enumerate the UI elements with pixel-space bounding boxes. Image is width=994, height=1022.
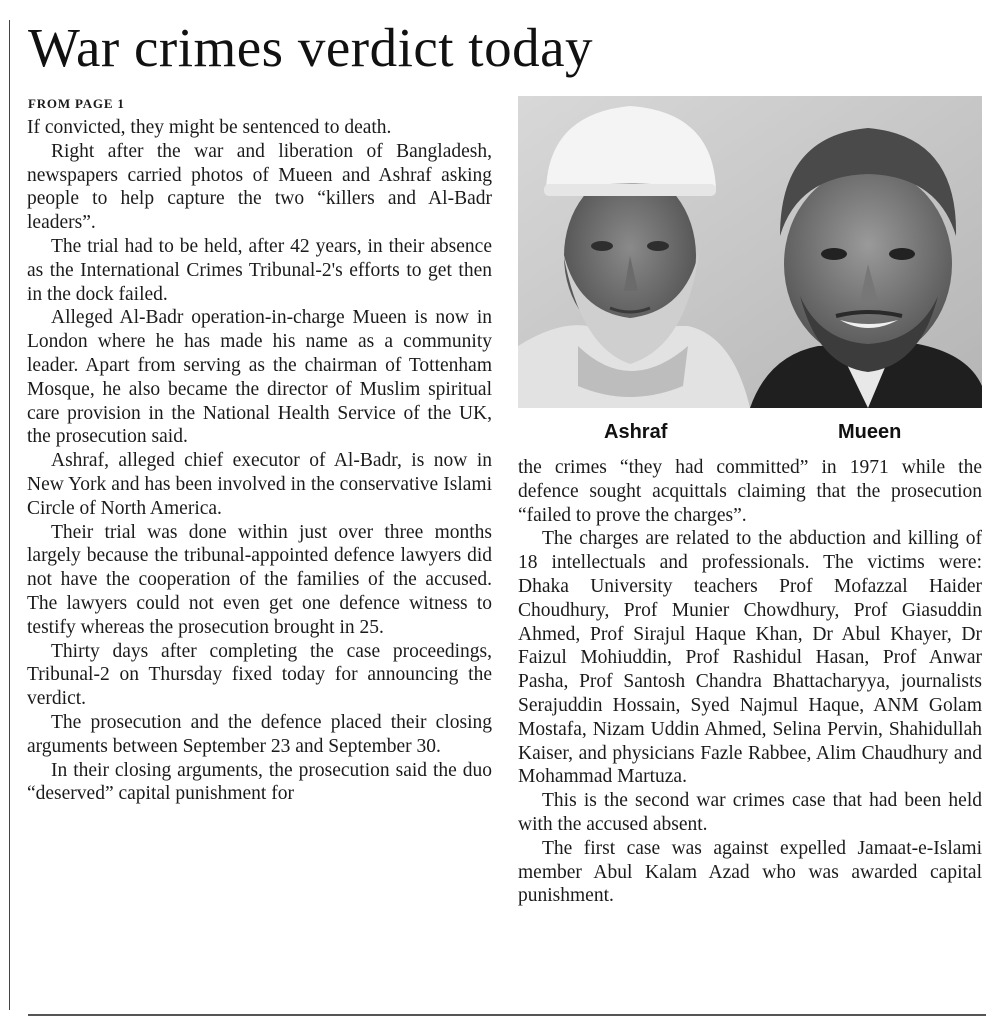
continuation-kicker: FROM PAGE 1 (28, 96, 125, 111)
paragraph: Thirty days after completing the case proceedings, Tribunal-2 on Thursday fixed today for announcing the verdict. (27, 640, 492, 710)
paragraph: the crimes “they had committed” in 1971 while the defence sought acquittals claiming that the prosecution “failed to prove the charges”. (518, 457, 982, 526)
paragraph: Right after the war and liberation of Bangladesh, newspapers carried photos of Mueen and Ashraf asking people to help capture the two “killers and Al-Badr leaders”. (27, 140, 492, 234)
paragraph: The trial had to be held, after 42 years, in their absence as the International Crimes Tribunal-2's efforts to get then in the dock failed. (27, 235, 492, 305)
paragraph: If convicted, they might be sentenced to death. (27, 117, 392, 138)
right-column (518, 456, 982, 908)
left-column (27, 116, 492, 806)
headline: War crimes verdict today (28, 17, 593, 78)
paragraph: Their trial was done within just over three months largely because the tribunal-appointed defence lawyers did not have the cooperation of the families of the accused. The lawyers could not even get one defence witness to testify whereas the prosecution brought in 25. (27, 521, 492, 638)
bottom-rule (28, 1014, 986, 1016)
paragraph: The prosecution and the defence placed their closing arguments between September 23 and September 30. (27, 711, 492, 757)
paragraph: Ashraf, alleged chief executor of Al-Badr, is now in New York and has been involved in the conservative Islami Circle of North America. (27, 450, 492, 519)
paragraph: This is the second war crimes case that had been held with the accused absent. (518, 790, 982, 835)
column-rule-left (9, 20, 10, 1010)
paragraph: Alleged Al-Badr operation-in-charge Mueen is now in London where he has made his name as a community leader. Apart from serving as the chairman of Tottenham Mosque, he also became the director of Muslim spiritual care provision in the National Health Service of the UK, the prosecution said. (27, 307, 492, 448)
paragraph: In their closing arguments, the prosecution said the duo “deserved” capital punishment for (27, 759, 492, 805)
paragraph: The first case was against expelled Jamaat-e-Islami member Abul Kalam Azad who was awarded capital punishment. (518, 837, 982, 907)
paragraph: The charges are related to the abduction and killing of 18 intellectuals and professionals. The victims were: Dhaka University teachers Prof Mofazzal Haider Choudhury, Prof Munier Chowdhury, Prof Giasuddin Ahmed, Prof Sirajul Haque Khan, Dr Abul Khayer, Dr Faizul Mohiuddin, Prof Rashidul Hasan, Prof Anwar Pasha, Prof Santosh Chandra Bhattacharyya, journalists Serajuddin Hossain, Syed Najmul Haque, ANM Golam Mostafa, Nizam Uddin Ahmed, Selina Pervin, Shahidullah Kaiser, and physicians Fazle Rabbee, Alim Chaudhury and Mohammad Martuza. (518, 528, 982, 788)
caption-ashraf: Ashraf (604, 421, 668, 443)
caption-mueen: Mueen (838, 421, 902, 443)
portrait-photo (518, 96, 982, 408)
